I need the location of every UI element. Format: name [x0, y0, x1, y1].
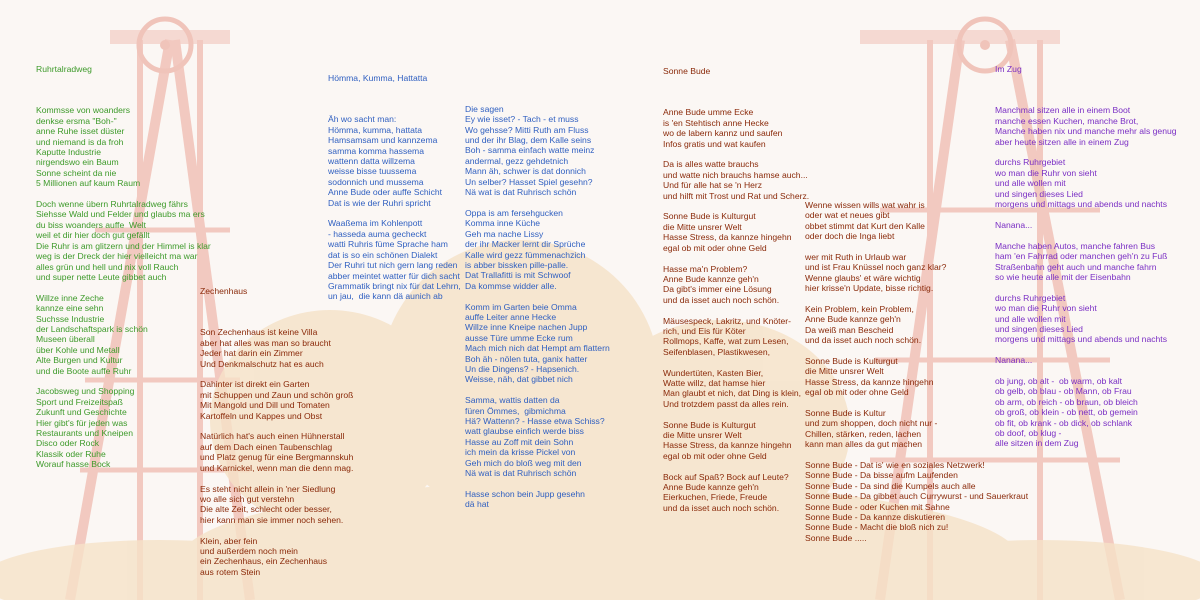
- poem-ruhrtalradweg: [36, 43, 211, 480]
- poem-zechenhaus: [200, 265, 353, 588]
- poem-text: Die sagen Ey wie isset? - Tach - et muss Wo gehsse? Mitti Ruth am Fluss und der ihr Blag, dem Kalle seins Boh - samma einfach watte meinz andermal, gezz gehdetnich Mann äh, schwer is dat donnich Un selber? Hasset Spiel gesehn? Nä wat is dat Ruhrisch schön Oppa is am fersehgucken Komma inne Küche Geh ma nache Lissy der ihr Macker lernt dir Sprüche Kalle wird gezz fümmenachzich is abber bissken pille-palle. Dat Trallafitti is mit Schwoof Da kommse widder alle. Komm im Garten beie Omma auffe Leiter anne Hecke Willze inne Kneipe nachen Jupp ausse Türe umme Ecke rum Mach mich nich dat Hempt am flattern Boh äh - nölen tuta, ganix hatter Un die Dingens? - Hapsenich. Weisse, näh, dat gibbet nich Samma, wattis datten da füren Ömmes, gibmichma Hä? Wattenn? - Hasse etwa Schiss? watt glaubse einfich werde biss Hasse au Zoff mit dein Sohn ich mein da krisse Pickel von Geh mich do bloß weg mit den Nä wat is dat Ruhrisch schön Hasse schon bein Jupp gesehn dä hat: [465, 103, 610, 510]
- poem-text: Kommsse von woanders denkse ersma "Boh-" anne Ruhe isset düster und niemand is da froh Kaputte Industrie nirgendswo ein Baum Sonne scheint da nie 5 Millionen auf kaum Raum Doch wenne übern Ruhrtalradweg fährs Siehsse Wald und Felder und glaubs ma ers du biss woanders auffe Welt weil et dir hier doch gut gefällt Die Ruhr is am glitzern und der Himmel is klar weg is der Dreck der hier vielleicht ma war alles grün und hell und nix voll Rauch und super nette Leute gibbet auch Willze inne Zeche kannze eine sehn Suchsse Industrie der Landschaftspark is schön Museen überall über Kohle und Metall Alte Burgen und Kultur und die Boote auffe Ruhr Jacobsweg und Shopping Sport und Freizeitspaß Zukunft und Geschichte Hier gibt's für jeden was Restaurants und Kneipen Disco oder Rock Klassik oder Ruhe Worauf hasse Bock: [36, 105, 211, 470]
- poem-text: Manchmal sitzen alle in einem Boot manche essen Kuchen, manche Brot, Manche haben nix und manche mehr als genug aber heute sitzen alle in einem Zug durchs Ruhrgebiet wo man die Ruhr von sieht und alle wollen mit und singen dieses Lied morgens und mittags und abends und nachts Nanana... Manche haben Autos, manche fahren Bus ham 'en Fahrrad oder manchen geh'n zu Fuß Straßenbahn geht auch und manche fahrn so wie heute alle mit der Eisenbahn durchs Ruhrgebiet wo man die Ruhr von sieht und alle wollen mit und singen dieses Lied morgens und mittags und abends und nachts Nanana... ob jung, ob alt - ob warm, ob kalt ob gelb, ob blau - ob Mann, ob Frau ob arm, ob reich - ob braun, ob bleich ob groß, ob klein - ob nett, ob gemein ob fit, ob krank - ob dick, ob schlank ob doof, ob klug - alle sitzen in dem Zug: [995, 105, 1177, 449]
- poem-title: Im Zug: [995, 63, 1022, 74]
- poem-sonne-bude: [663, 45, 809, 524]
- poem-im-zug: [995, 43, 1177, 459]
- poem-text: Äh wo sacht man: Hömma, kumma, hattata Hamsamsam und kannzema samma komma hassema wattenn datta willzema weisse bisse tuussema sodonnich und mussema Anne Bude oder auffe Schicht Dat is wie der Ruhri spricht Waaßema im Kohlenpott - hasseda auma gecheckt watti Ruhris füme Sprache ham dat is so ein schönen Dialekt Der Ruhri tut nich gern lang reden abber meintet watter für dich sacht Grammatik bringt nix für dat Lehrn, un jau, die kann dä aunich ab: [328, 114, 461, 302]
- poem-text: Wenne wissen wills wat wahr is oder wat et neues gibt obbet stimmt dat Kurt den Kalle oder doch die Inga liebt wer mit Ruth in Urlaub war und ist Frau Knüssel noch ganz klar? Wenne glaubs' et wäre wichtig hier krisse'n Update, bisse richtig. Kein Problem, kein Problem, Anne Bude kannze geh'n Da weiß man Bescheid und da isset auch noch schön. Sonne Bude is Kulturgut die Mitte unsrer Welt Hasse Stress, da kannze hingehn egal ob mit oder ohne Geld Sonne Bude is Kultur und zum shoppen, doch nicht nur - Chillen, stärken, reden, lachen kann man alles da gut machen Sonne Bude - Dat is' wie en soziales Netzwerk! Sonne Bude - Da bisse aufm Laufenden Sonne Bude - Da sind die Kumpels auch alle Sonne Bude - Da gibbet auch Currywurst - und Sauerkraut Sonne Bude - oder Kuchen mit Sahne Sonne Bude - Da kannze diskutieren Sonne Bude - Macht die bloß nich zu! Sonne Bude .....: [805, 199, 1029, 543]
- poem-title: Zechenhaus: [200, 285, 248, 296]
- poem-text: Son Zechenhaus ist keine Villa aber hat alles was man so braucht Jeder hat darin ein Zimmer Und Denkmalschutz hat es auch Dahinter ist direkt ein Garten mit Schuppen und Zaun und schön groß Mit Mangold und Dill und Tomaten Kartoffeln und Kappes und Obst Natürlich hat's auch einen Hühnerstall auf dem Dach einen Taubenschlag und Platz genug für eine Bergmannskuh und Karnickel, wenn man die denn mag. Es steht nicht allein in 'ner Siedlung wo alle sich gut verstehn Die alte Zeit, schlecht oder besser, hier kann man sie immer noch sehen. Klein, aber fein und außerdem noch mein ein Zechenhaus, ein Zechenhaus aus rotem Stein: [200, 327, 354, 577]
- poem-title: Sonne Bude: [663, 65, 711, 76]
- poem-title: Ruhrtalradweg: [36, 63, 92, 74]
- poem-text: Anne Bude umme Ecke is 'en Stehtisch anne Hecke wo de labern kannz und saufen Infos gratis und wat kaufen Da is alles watte brauchs und watte nich brauchs hamse auch... Und für alle hat se 'n Herz und hilft mit Trost und Rat und Scherz. Sonne Bude is Kulturgut die Mitte unsrer Welt Hasse Stress, da kannze hingehn egal ob mit oder ohne Geld Hasse ma'n Problem? Anne Bude kannze geh'n Da gibt's immer eine Lösung und da isset auch noch schön. Mäusespeck, Lakritz, und Knöter- rich, und Eis für Köter Rollmops, Kaffe, wat zum Lesen, Seifenblasen, Plastikwesen, Wundertüten, Kasten Bier, Watte willz, dat hamse hier Man glaubt et nich, dat Ding is klein, Und trotzdem passt da alles rein. Sonne Bude is Kulturgut die Mitte unsrer Welt Hasse Stress, da kannze hingehn egal ob mit oder ohne Geld Bock auf Spaß? Bock auf Leute? Anne Bude kannze geh'n Eierkuchen, Friede, Freude und da isset auch noch schön.: [663, 107, 810, 513]
- poem-hoemma-continued: [465, 83, 610, 520]
- poem-hoemma: [328, 52, 461, 312]
- poem-title: Hömma, Kumma, Hattatta: [328, 72, 428, 83]
